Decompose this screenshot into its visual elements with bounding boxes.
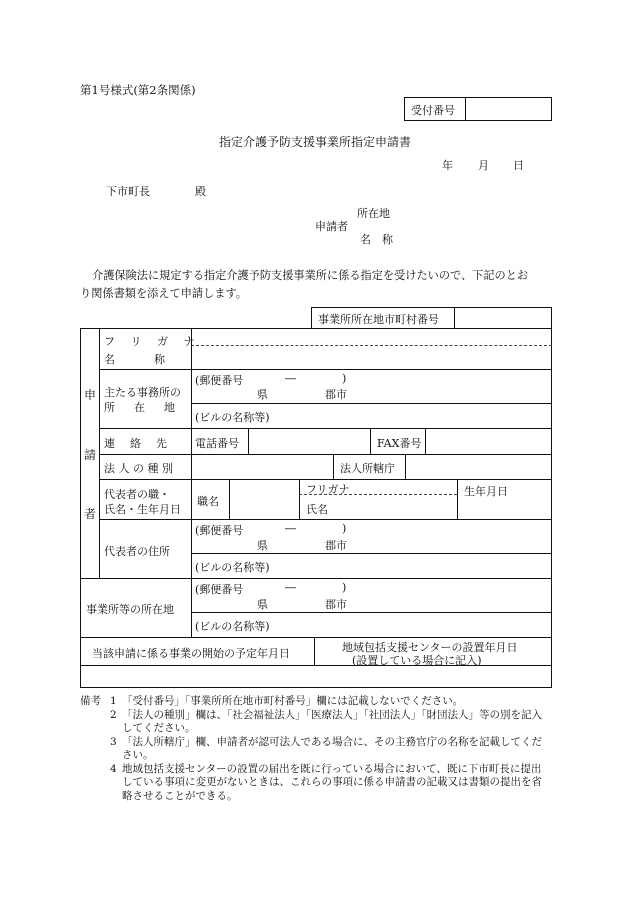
rep-city: 郡市: [325, 539, 347, 552]
rep-postal-dash: ―: [285, 522, 296, 535]
name-label: 名 称: [104, 353, 167, 366]
date-year: 年: [442, 159, 453, 172]
rep-name-label: 氏名: [306, 503, 328, 516]
notes-section: [80, 695, 550, 803]
applicant-label: 申請者: [315, 220, 348, 233]
corp-type-label: 法 人 の 種 別: [104, 462, 173, 475]
center-date-label-1: 地域包括支援センターの設置年月日: [342, 641, 518, 654]
corp-office-label: 法人所轄庁: [340, 462, 395, 475]
side-label-sei: 請: [84, 448, 97, 462]
office-city: 郡市: [325, 598, 347, 611]
municipality-number-field[interactable]: [456, 309, 550, 327]
addressee-honorific: 殿: [195, 185, 206, 198]
rep-building: (ビルの名称等): [195, 561, 270, 574]
phone-field[interactable]: [250, 430, 368, 452]
note-text: 地域包括支援センターの設置の届出を既に行っている場合において、既に下市町長に提出している事項に変更がないときは、これらの事項に係る申請書の記載又は書類の提出を省略させることができる。: [122, 762, 542, 802]
addressee-name: 下市町長: [106, 185, 150, 198]
note-number: 3: [110, 735, 117, 748]
center-date-field[interactable]: [316, 667, 550, 686]
note-text: 「受付番号」「事業所所在地市町村番号」欄には記載しないでください。: [122, 695, 464, 707]
note-item: [80, 695, 550, 709]
office-address-label: 事業所等の所在地: [86, 603, 174, 616]
receipt-number-field[interactable]: [467, 99, 550, 119]
fax-label: FAX番号: [377, 437, 422, 450]
fax-field[interactable]: [427, 430, 550, 452]
main-office-label-2: 所 在 地: [104, 401, 179, 414]
note-item: [80, 709, 550, 736]
representative-label-2: 氏名・生年月日: [104, 503, 181, 516]
side-label-shin: 申: [84, 388, 97, 402]
note-item: [80, 763, 550, 804]
rep-furigana-label: フリガナ: [306, 483, 350, 496]
body-text-line-2: り関係書類を添えて申請します。: [80, 287, 247, 300]
side-label-sha: 者: [84, 507, 97, 521]
office-postal-label: (郵便番号: [195, 583, 244, 596]
main-office-label-1: 主たる事務所の: [104, 386, 181, 399]
applicant-name-label: 名 称: [360, 233, 393, 246]
phone-label: 電話番号: [195, 437, 239, 450]
note-item: [80, 736, 550, 763]
office-postal-close: ): [342, 581, 347, 594]
representative-label-1: 代表者の職・: [104, 488, 170, 501]
receipt-number-label: 受付番号: [411, 104, 455, 117]
furigana-text: フ リ ガ ナ: [104, 335, 201, 348]
main-office-building: (ビルの名称等): [195, 411, 270, 424]
note-text: 「法人所轄庁」欄、申請者が認可法人である場合に、その主務官庁の名称を記載してください。: [122, 735, 542, 761]
body-text-line-1: 介護保険法に規定する指定介護予防支援事業所に係る指定を受けたいので、下記のとお: [92, 269, 529, 282]
main-office-postal-dash: ―: [285, 372, 296, 385]
note-number: 4: [110, 762, 117, 775]
rep-postal-close: ): [342, 522, 347, 535]
rep-postal-label: (郵便番号: [195, 524, 244, 537]
document-title: 指定介護予防支援事業所指定申請書: [219, 135, 412, 149]
office-building: (ビルの名称等): [195, 620, 270, 633]
furigana-label: [104, 333, 201, 349]
position-field[interactable]: [231, 481, 297, 517]
name-field[interactable]: [193, 347, 550, 368]
corp-type-field[interactable]: [193, 456, 331, 477]
furigana-field[interactable]: [193, 330, 550, 344]
note-number: 2: [110, 708, 117, 721]
office-postal-dash: ―: [285, 581, 296, 594]
main-office-city: 郡市: [325, 388, 347, 401]
start-date-field[interactable]: [82, 667, 312, 686]
birthdate-label: 生年月日: [464, 485, 508, 498]
main-office-postal-label: (郵便番号: [195, 374, 244, 387]
main-office-postal-close: ): [342, 372, 347, 385]
contact-label: 連 絡 先: [104, 437, 169, 450]
date-month: 月: [478, 159, 489, 172]
form-label: 第1号様式(第2条関係): [80, 83, 196, 97]
position-label: 職名: [197, 495, 219, 508]
rep-address-label: 代表者の住所: [104, 545, 170, 558]
note-text: 「法人の種別」欄は、「社会福祉法人」「医療法人」「社団法人」「財団法人」等の別を記入してください。: [122, 708, 542, 734]
notes-head: 備考: [80, 695, 101, 707]
office-prefecture: 県: [257, 598, 268, 611]
main-office-prefecture: 県: [257, 388, 268, 401]
start-date-label: 当該申請に係る事業の開始の予定年月日: [92, 647, 290, 660]
date-day: 日: [513, 159, 524, 172]
note-number: 1: [110, 695, 117, 707]
corp-office-field[interactable]: [407, 456, 550, 477]
applicant-address-label: 所在地: [357, 207, 390, 220]
rep-prefecture: 県: [257, 539, 268, 552]
center-date-label-2: (設置している場合に記入): [352, 654, 482, 667]
municipality-number-label: 事業所所在地市町村番号: [318, 313, 439, 326]
